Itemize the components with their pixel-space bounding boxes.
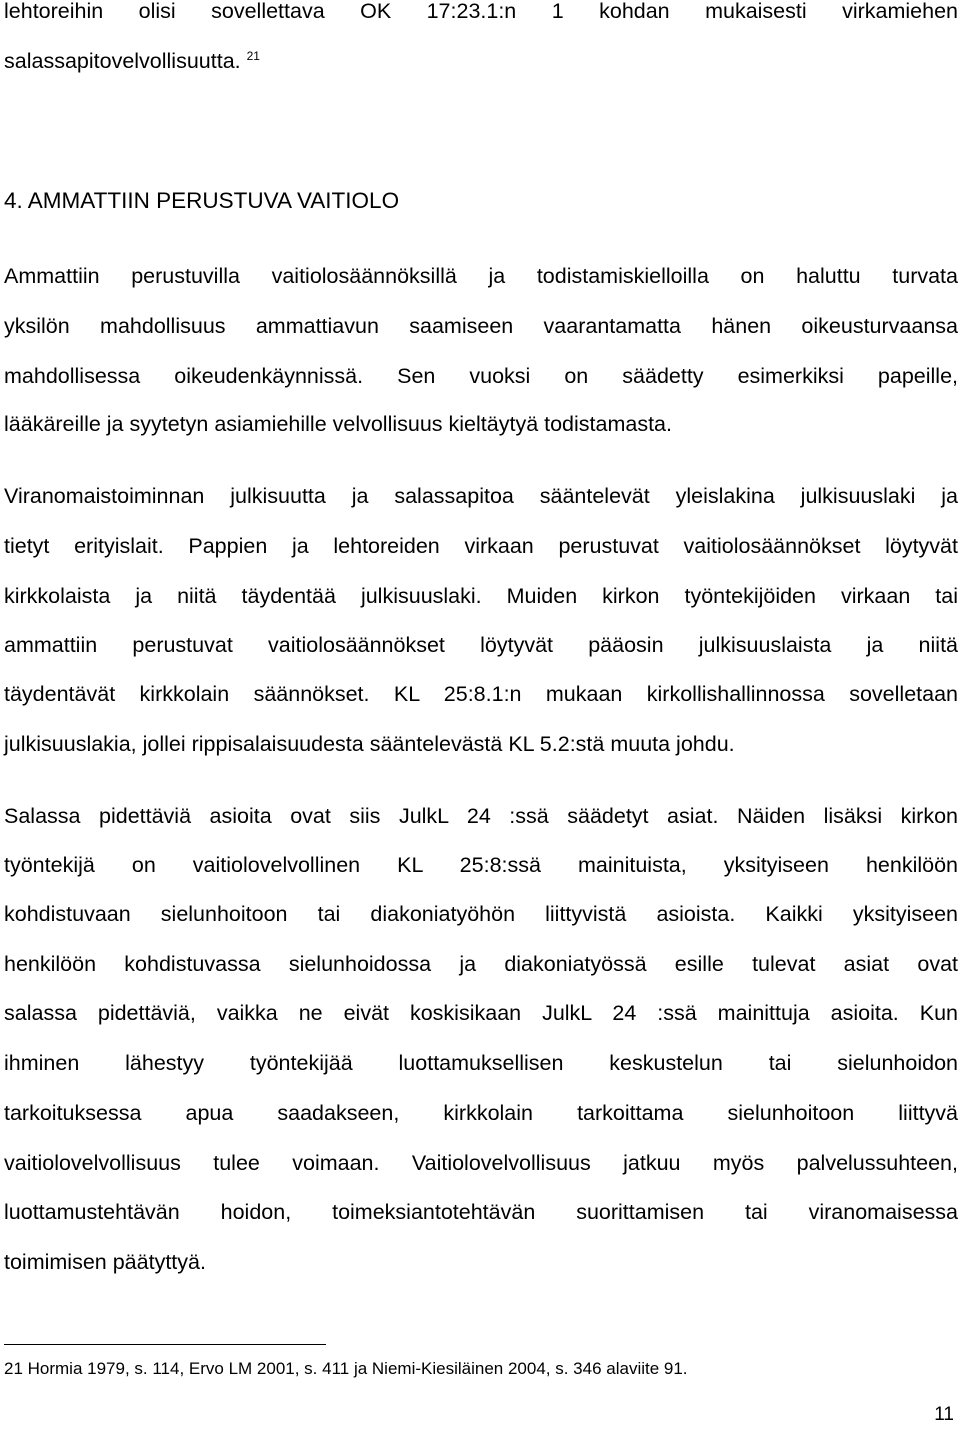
body-text-line: julkisuuslakia, jollei rippisalaisuudesta sääntelevästä KL 5.2:stä muuta johdu. [4, 732, 735, 756]
footnote-divider [4, 1344, 326, 1345]
body-text-line: Salassa pidettäviä asioita ovat siis JulkL 24 :ssä säädetyt asiat. Näiden lisäksi kirkon [4, 804, 958, 828]
page-number: 11 [934, 1404, 954, 1425]
body-text-line: kirkkolaista ja niitä täydentää julkisuuslaki. Muiden kirkon työntekijöiden virkaan tai [4, 584, 958, 608]
body-text-line: lääkäreille ja syytetyn asiamiehille velvollisuus kieltäytyä todistamasta. [4, 412, 672, 436]
body-text-line: vaitiolovelvollisuus tulee voimaan. Vaitiolovelvollisuus jatkuu myös palvelussuhteen, [4, 1151, 958, 1175]
footnote: 21 Hormia 1979, s. 114, Ervo LM 2001, s. 411 ja Niemi-Kiesiläinen 2004, s. 346 alaviite 91. [4, 1359, 688, 1378]
body-text-line: kohdistuvaan sielunhoitoon tai diakoniatyöhön liittyvistä asioista. Kaikki yksityiseen [4, 902, 958, 926]
body-text-line [4, 46, 958, 76]
footnote-reference: 21 [246, 48, 260, 63]
body-text-line: tietyt erityislait. Pappien ja lehtoreiden virkaan perustuvat vaitiolosäännökset löytyvät [4, 534, 958, 558]
body-text-line: luottamustehtävän hoidon, toimeksiantotehtävän suorittamisen tai viranomaisessa [4, 1200, 958, 1224]
body-text-line: toimimisen päätyttyä. [4, 1250, 206, 1274]
body-text-line: yksilön mahdollisuus ammattiavun saamiseen vaarantamatta hänen oikeusturvaansa [4, 314, 958, 338]
body-text-line: mahdollisessa oikeudenkäynnissä. Sen vuoksi on säädetty esimerkiksi papeille, [4, 364, 958, 388]
body-text-line: lehtoreihin olisi sovellettava OK 17:23.1:n 1 kohdan mukaisesti virkamiehen [4, 0, 958, 23]
body-text-line: henkilöön kohdistuvassa sielunhoidossa ja diakoniatyössä esille tulevat asiat ovat [4, 952, 958, 976]
body-text-line: työntekijä on vaitiolovelvollinen KL 25:8:ssä mainituista, yksityiseen henkilöön [4, 853, 958, 877]
body-text-line: ammattiin perustuvat vaitiolosäännökset löytyvät pääosin julkisuuslaista ja niitä [4, 633, 958, 657]
section-heading: 4. AMMATTIIN PERUSTUVA VAITIOLO [4, 188, 400, 213]
body-text-line: Viranomaistoiminnan julkisuutta ja salassapitoa sääntelevät yleislakina julkisuuslaki ja [4, 484, 958, 508]
body-text-span: salassapitovelvollisuutta. [4, 49, 241, 73]
body-text-line: salassa pidettäviä, vaikka ne eivät koskisikaan JulkL 24 :ssä mainittuja asioita. Kun [4, 1001, 958, 1025]
body-text-line: täydentävät kirkkolain säännökset. KL 25:8.1:n mukaan kirkollishallinnossa sovelletaan [4, 682, 958, 706]
body-text-line: ihminen lähestyy työntekijää luottamuksellisen keskustelun tai sielunhoidon [4, 1051, 958, 1075]
body-text-line: tarkoituksessa apua saadakseen, kirkkolain tarkoittama sielunhoitoon liittyvä [4, 1101, 958, 1125]
body-text-line: Ammattiin perustuvilla vaitiolosäännöksillä ja todistamiskielloilla on haluttu turvata [4, 264, 958, 288]
